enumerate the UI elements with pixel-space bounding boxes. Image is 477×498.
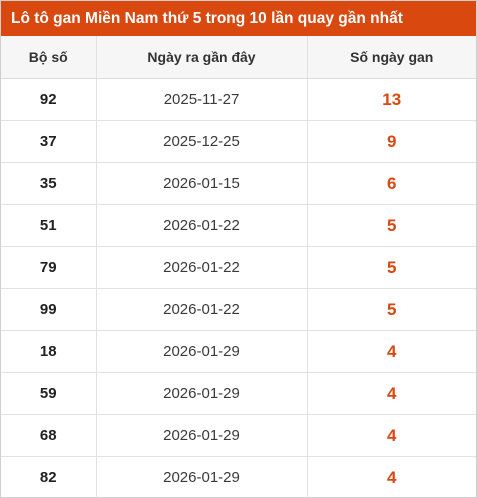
- row-gan-days: 4: [307, 373, 476, 415]
- row-date: 2026-01-29: [96, 457, 307, 498]
- header-last-date: Ngày ra gần đây: [96, 36, 307, 79]
- row-gan-days: 13: [307, 79, 476, 121]
- table-row: [1, 79, 476, 121]
- table-row: [1, 121, 476, 163]
- row-number: 92: [1, 79, 96, 121]
- table-row: [1, 205, 476, 247]
- table-row: [1, 163, 476, 205]
- header-number: Bộ số: [1, 36, 96, 79]
- table-row: [1, 373, 476, 415]
- row-gan-days: 5: [307, 205, 476, 247]
- row-gan-days: 4: [307, 331, 476, 373]
- table-body: [1, 79, 476, 498]
- table-header: [1, 36, 476, 79]
- row-date: 2026-01-29: [96, 373, 307, 415]
- row-date: 2026-01-29: [96, 331, 307, 373]
- row-gan-days: 5: [307, 289, 476, 331]
- row-gan-days: 5: [307, 247, 476, 289]
- row-gan-days: 6: [307, 163, 476, 205]
- row-date: 2025-11-27: [96, 79, 307, 121]
- row-date: 2026-01-15: [96, 163, 307, 205]
- lo-gan-table: [1, 36, 476, 498]
- table-row: [1, 247, 476, 289]
- row-number: 82: [39, 469, 57, 486]
- row-date: 2025-12-25: [96, 121, 307, 163]
- panel-title: Lô tô gan Miền Nam thứ 5 trong 10 lần quay gần nhất: [1, 1, 476, 36]
- row-number: 79: [1, 247, 96, 289]
- row-number: 99: [1, 289, 96, 331]
- table-row: [1, 331, 476, 373]
- table-row: [1, 289, 476, 331]
- row-number: 51: [1, 205, 96, 247]
- row-number: 59: [1, 373, 96, 415]
- row-gan-days: 4: [387, 467, 397, 487]
- row-gan-days: 9: [307, 121, 476, 163]
- header-row: [1, 36, 476, 79]
- table-row: [1, 415, 476, 457]
- row-number: 35: [1, 163, 96, 205]
- row-date: 2026-01-22: [96, 289, 307, 331]
- row-date: 2026-01-29: [96, 415, 307, 457]
- row-number: 18: [1, 331, 96, 373]
- row-date: 2026-01-22: [96, 205, 307, 247]
- header-gan-days: Số ngày gan: [307, 36, 476, 79]
- table-row: [1, 457, 476, 498]
- row-gan-days: 4: [307, 415, 476, 457]
- row-date: 2026-01-22: [96, 247, 307, 289]
- row-number: 68: [1, 415, 96, 457]
- row-number: 37: [1, 121, 96, 163]
